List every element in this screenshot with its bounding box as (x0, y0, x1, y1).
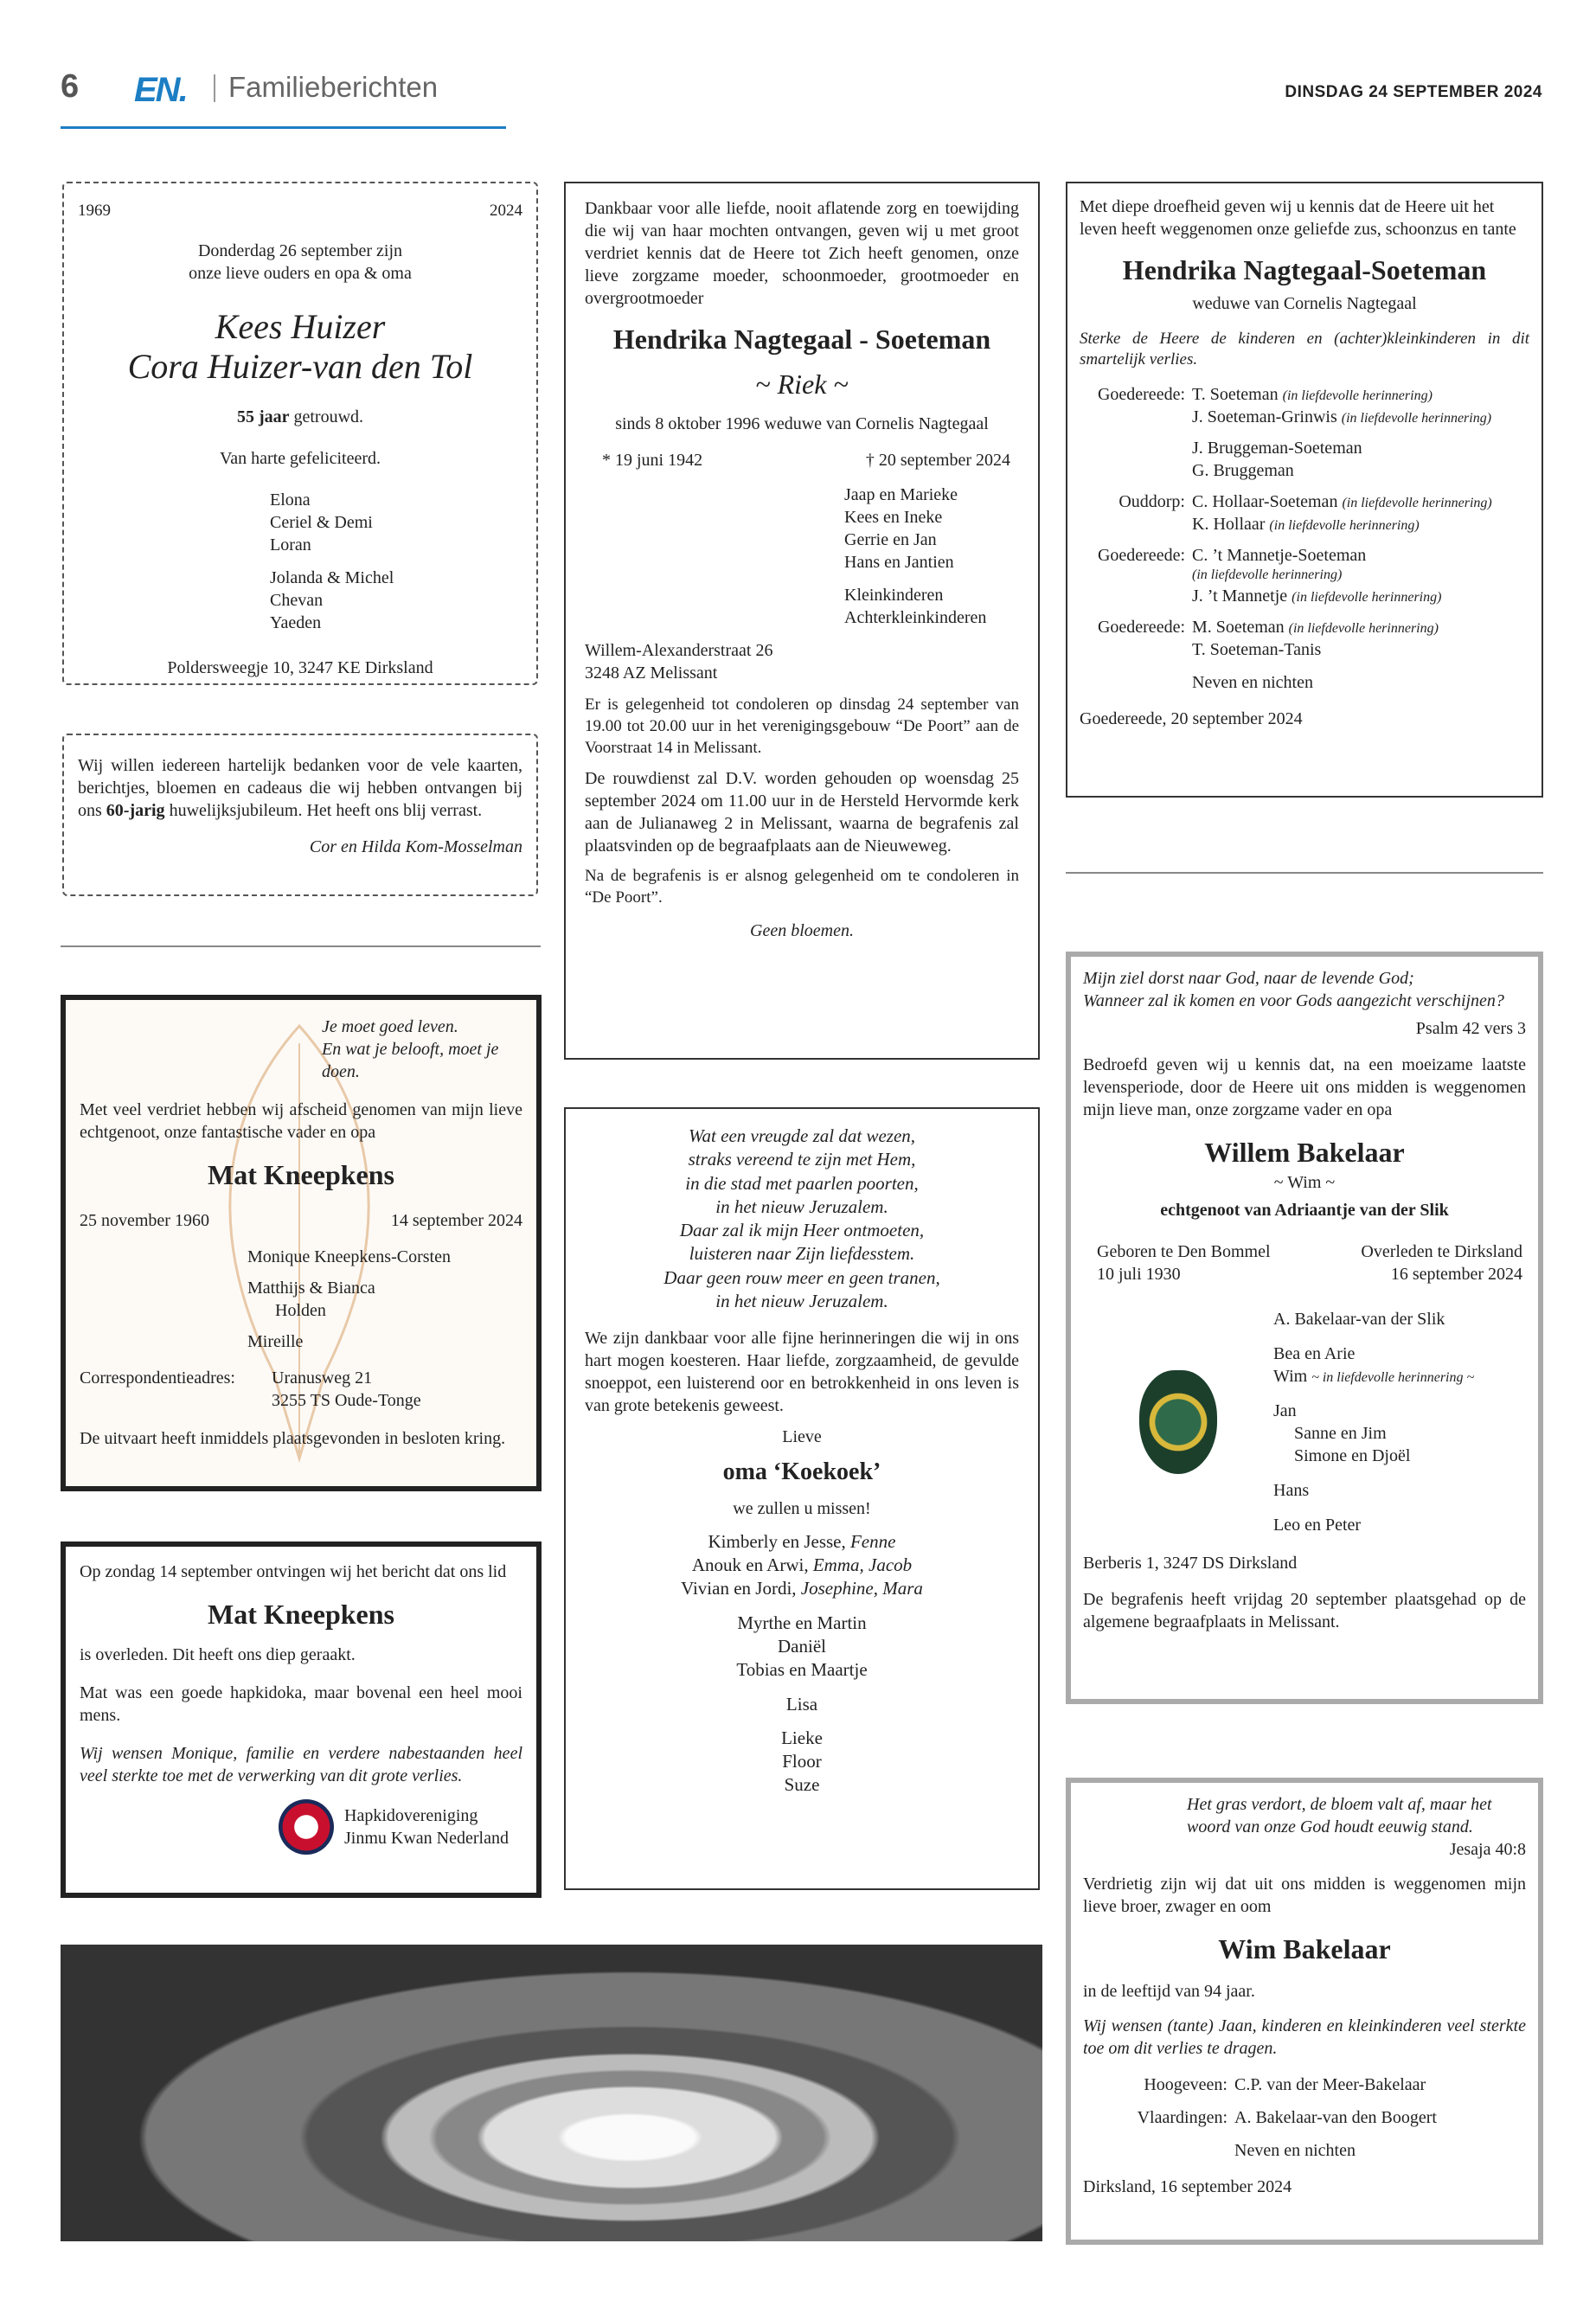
deceased-name: oma ‘Koekoek’ (722, 1458, 881, 1486)
hapkido-logo-icon (279, 1799, 334, 1855)
jubilee-years: 60-jarig (106, 801, 165, 820)
address: Berberis 1, 3247 DS Dirksland (1083, 1553, 1298, 1573)
correspondence-label: Correspondentieadres: (80, 1368, 235, 1388)
quote-line: woord van onze God houdt eeuwig stand. (1187, 1817, 1473, 1836)
memory-note: (in liefdevolle herinnering) (1341, 410, 1492, 426)
daisy-photo (61, 1945, 1042, 2241)
poem-line: in het nieuw Jeruzalem. (715, 1195, 888, 1217)
obituary-willem-bakelaar (1066, 952, 1543, 1704)
relative-name: C. Hollaar-Soeteman (1192, 491, 1338, 511)
death-date: † 20 september 2024 (865, 451, 1010, 471)
quote-line: Mijn ziel dorst naar God, naar de levende God; (1083, 969, 1414, 988)
family-member: Holden (275, 1300, 326, 1320)
widow-of: sinds 8 oktober 1996 weduwe van Cornelis Nagtegaal (615, 414, 989, 434)
family-member: Matthijs & Bianca (247, 1278, 375, 1298)
memory-note: (in liefdevolle herinnering) (1269, 517, 1420, 533)
family-member: Yaeden (270, 612, 322, 632)
birth-place: Geboren te Den Bommel (1097, 1241, 1271, 1261)
condolence-info: Er is gelegenheid tot condoleren op dinsdag 24 september van 19.00 tot 20.00 uur in het verenigingsgebouw “De Poort” aan de Voorstraat 14 in Melissant. (585, 695, 1019, 757)
anniversary-notice (62, 182, 538, 685)
death-date: 16 september 2024 (1390, 1264, 1522, 1284)
spouse-of: echtgenoot van Adriaantje van der Slik (1160, 1200, 1449, 1220)
funeral-info: De rouwdienst zal D.V. worden gehouden op woensdag 25 september 2024 om 11.00 uur in de Hersteld Hervormde kerk aan de Julianaweg 2 in Melissant, waarna de begrafenis zal plaatsvinden op de begraafplaats aan de Nieuweweg. (585, 769, 1019, 856)
thanks-signature: Cor en Hilda Kom-Mosselman (309, 837, 522, 856)
poem-line: straks vereend te zijn met Hem, (688, 1149, 916, 1170)
address-street: Willem-Alexanderstraat 26 (585, 641, 773, 661)
place-label: Goedereede: (1097, 384, 1185, 404)
miss-text: we zullen u missen! (733, 1498, 871, 1518)
thanks-notice (62, 734, 538, 896)
obituary-intro: Op zondag 14 september ontvingen wij het bericht dat ons lid (80, 1562, 507, 1581)
place-label: Ouddorp: (1118, 491, 1185, 511)
correspondence-city: 3255 TS Oude-Tonge (272, 1390, 421, 1410)
obituary-intro: Verdrietig zijn wij dat uit ons midden is weggenomen mijn lieve broer, zwager en oom (1083, 1875, 1526, 1916)
family-member: Monique Kneepkens-Corsten (247, 1247, 451, 1266)
deceased-name: Hendrika Nagtegaal - Soeteman (612, 324, 991, 355)
relative-name: K. Hollaar (1192, 514, 1266, 534)
place-label: Goedereede: (1097, 545, 1185, 565)
family-member: Hans en Jantien (844, 553, 954, 573)
anniversary-address: Poldersweegje 10, 3247 KE Dirksland (167, 657, 433, 677)
quote-line: En wat je belooft, moet je doen. (322, 1040, 499, 1081)
family-member: Simone en Djoël (1294, 1445, 1411, 1465)
section-title: Familieberichten (228, 71, 439, 103)
family-member: Kees en Ineke (844, 508, 943, 528)
family-member: Bea en Arie (1273, 1343, 1356, 1363)
great-grandchild: Josephine, Mara (800, 1578, 923, 1599)
obituary-intro: Bedroefd geven wij u kennis dat, na een moeizame laatste levensperiode, door de Heere uit ons midden is weggenomen mijn lieve man, onze zorgzame vader en opa (1083, 1055, 1526, 1119)
thanks-text-2: huwelijksjubileum. Het heeft ons blij verrast. (169, 801, 483, 820)
header-divider (214, 74, 215, 102)
grandchild: Lieke (781, 1727, 823, 1748)
organization-name: Hapkidovereniging (344, 1805, 478, 1825)
newspaper-logo[interactable]: EN. (134, 71, 187, 109)
no-flowers: Geen bloemen. (750, 920, 854, 940)
anniversary-intro-2: onze lieve ouders en opa & oma (189, 263, 412, 283)
deceased-name: Hendrika Nagtegaal-Soeteman (1122, 254, 1487, 285)
memory-note: ~ in liefdevolle herinnering ~ (1311, 1369, 1475, 1385)
relative-name: J. Soeteman-Grinwis (1192, 407, 1337, 426)
address-city: 3248 AZ Melissant (585, 663, 718, 683)
death-place: Overleden te Dirksland (1361, 1241, 1522, 1261)
nickname: ~ Wim ~ (1273, 1172, 1336, 1192)
column-divider (1066, 872, 1543, 874)
column-divider (61, 945, 541, 947)
thanks-text: Wij willen iedereen hartelijk bedanken voor de vele kaarten, berichtjes, bloemen en cadeaus die wij hebben ontvangen bij ons (78, 756, 522, 820)
grandchild: Floor (782, 1751, 822, 1772)
birth-date: 25 november 1960 (80, 1210, 209, 1230)
relative-name: J. ’t Mannetje (1192, 586, 1288, 606)
poem-line: luisteren naar Zijn liefdesstem. (689, 1243, 915, 1265)
scripture-reference: Psalm 42 vers 3 (1415, 1019, 1526, 1038)
place-label: Goedereede: (1097, 617, 1185, 637)
nephews-nieces: Neven en nichten (1192, 672, 1313, 692)
obituary-intro: Met veel verdriet hebben wij afscheid genomen van mijn lieve echtgenoot, onze fantastische vader en opa (80, 1100, 522, 1142)
poem-line: Wat een vreugde zal dat wezen, (688, 1125, 916, 1146)
family-member: Gerrie en Jan (844, 530, 937, 550)
family-member: Mireille (247, 1331, 304, 1351)
place-label: Vlaardingen: (1137, 2107, 1227, 2127)
death-date: 14 september 2024 (390, 1210, 522, 1230)
obituary-mat-kneepkens (61, 995, 542, 1491)
memory-note: (in liefdevolle herinnering) (1288, 620, 1439, 636)
memory-note: (in liefdevolle herinnering) (1282, 388, 1433, 403)
salutation: Lieve (782, 1427, 822, 1447)
scripture-reference: Jesaja 40:8 (1449, 1840, 1526, 1859)
couple-name-2: Cora Huizer-van den Tol (127, 346, 473, 386)
family-member: Achterkleinkinderen (844, 608, 987, 628)
header-rule (61, 126, 506, 129)
family-member: Jan (1273, 1400, 1297, 1420)
memory-note: (in liefdevolle herinnering) (1292, 589, 1442, 605)
obituary-text: We zijn dankbaar voor alle fijne herinneringen die wij in ons hart mogen koesteren. Haar liefde, zorgzaamheid, de gevulde snoeppot, een luisterend oor en betrokkenheid in ons leven is van grote betekenis geweest. (585, 1329, 1019, 1416)
widow-of: weduwe van Cornelis Nagtegaal (1192, 293, 1417, 313)
memory-note: (in liefdevolle herinnering) (1192, 567, 1343, 582)
relative-name: J. Bruggeman-Soeteman (1192, 438, 1362, 458)
grandchild: Tobias en Maartje (736, 1659, 868, 1681)
poem-line: in het nieuw Jeruzalem. (715, 1291, 888, 1312)
family-member: Jaap en Marieke (844, 485, 958, 505)
strength-wish: Sterke de Heere de kinderen en (achter)kleinkinderen in dit smartelijk verlies. (1080, 329, 1529, 369)
grandchild: Myrthe en Martin (737, 1612, 867, 1633)
poem-line: Daar zal ik mijn Heer ontmoeten, (679, 1220, 925, 1241)
relative-name: T. Soeteman (1192, 384, 1279, 404)
family-member: Chevan (270, 590, 324, 610)
year-from: 1969 (78, 202, 111, 220)
deceased-name: Mat Kneepkens (208, 1159, 394, 1190)
obituary-text: is overleden. Dit heeft ons diep geraakt. (80, 1644, 356, 1664)
anniversary-intro: Donderdag 26 september zijn (197, 240, 403, 260)
correspondence-street: Uranusweg 21 (272, 1368, 373, 1388)
memory-note: (in liefdevolle herinnering) (1342, 495, 1492, 510)
quote-line: Je moet goed leven. (322, 1017, 458, 1036)
issue-date: DINSDAG 24 SEPTEMBER 2024 (1285, 83, 1542, 101)
family-member: Sanne en Jim (1294, 1423, 1387, 1443)
strength-wish: Wij wensen (tante) Jaan, kinderen en kleinkinderen veel sterkte toe om dit verlies te dragen. (1083, 2016, 1526, 2058)
obituary-wim-bakelaar (1066, 1778, 1543, 2245)
nephews-nieces: Neven en nichten (1234, 2140, 1356, 2160)
family-member: Ceriel & Demi (270, 512, 373, 532)
birth-date: 10 juli 1930 (1097, 1264, 1181, 1284)
obituary-hendrika-family (564, 182, 1040, 1060)
poem-line: in die stad met paarlen poorten, (685, 1172, 919, 1194)
family-member: A. Bakelaar-van der Slik (1273, 1309, 1445, 1329)
funeral-info: De begrafenis heeft vrijdag 20 september plaatsgehad op de algemene begraafplaats in Melissant. (1083, 1589, 1526, 1631)
funeral-info: De uitvaart heeft inmiddels plaatsgevonden in besloten kring. (80, 1428, 506, 1448)
place-date: Goedereede, 20 september 2024 (1080, 708, 1303, 728)
deceased-name: Willem Bakelaar (1204, 1137, 1405, 1168)
quote-line: Het gras verdort, de bloem valt af, maar het (1187, 1795, 1492, 1814)
family-member: Loran (270, 535, 311, 554)
grandchild: Daniël (778, 1635, 826, 1657)
family-member: Wim (1273, 1366, 1308, 1386)
family-member: Elona (270, 490, 311, 510)
nickname: ~ Riek ~ (755, 368, 849, 400)
family-member: Kleinkinderen (844, 586, 944, 606)
obituary-wish: Wij wensen Monique, familie en verdere nabestaanden heel veel sterkte toe met de verwerking van dit grote verlies. (80, 1743, 522, 1785)
obituary-oma-koekoek (564, 1107, 1040, 1890)
obituary-hapkido (61, 1541, 542, 1898)
quote-line: Wanneer zal ik komen en voor Gods aangezicht verschijnen? (1083, 991, 1504, 1010)
relative-name: C.P. van der Meer-Bakelaar (1234, 2074, 1426, 2094)
deceased-name: Mat Kneepkens (208, 1599, 394, 1630)
place-date: Dirksland, 16 september 2024 (1083, 2176, 1292, 2196)
poem-line: Daar geen rouw meer en geen tranen, (663, 1266, 940, 1288)
military-emblem-icon (1139, 1370, 1217, 1474)
great-grandchild: Emma, Jacob (812, 1554, 913, 1576)
place-label: Hoogeveen: (1144, 2074, 1227, 2094)
relative-name: A. Bakelaar-van den Boogert (1234, 2107, 1437, 2127)
page-number: 6 (61, 68, 80, 105)
condolence-info-2: Na de begrafenis is er alsnog gelegenheid om te condoleren in “De Poort”. (585, 867, 1019, 907)
deceased-name: Wim Bakelaar (1218, 1933, 1391, 1965)
relative-name: T. Soeteman-Tanis (1192, 639, 1322, 659)
obituary-text: Mat was een goede hapkidoka, maar bovenal een heel mooi mens. (80, 1682, 522, 1725)
great-grandchild: Fenne (849, 1530, 896, 1552)
organization-name-2: Jinmu Kwan Nederland (344, 1828, 509, 1848)
grandchild: Kimberly en Jesse, (708, 1530, 846, 1552)
grandchild: Suze (784, 1774, 820, 1796)
married-text: getrouwd. (293, 407, 364, 426)
relative-name: G. Bruggeman (1192, 460, 1294, 480)
family-member: Leo en Peter (1273, 1515, 1362, 1535)
congrats-text: Van harte gefeliciteerd. (219, 448, 381, 468)
age-text: in de leeftijd van 94 jaar. (1083, 1981, 1255, 2001)
couple-name-1: Kees Huizer (215, 306, 386, 346)
grandchild: Anouk en Arwi, (691, 1554, 809, 1576)
years-married: 55 jaar (236, 407, 290, 426)
grandchild: Lisa (785, 1693, 818, 1715)
relative-name: C. ’t Mannetje-Soeteman (1192, 545, 1367, 565)
family-member: Hans (1273, 1480, 1310, 1500)
family-member: Jolanda & Michel (270, 567, 394, 587)
year-to: 2024 (490, 202, 522, 220)
relative-name: M. Soeteman (1192, 617, 1285, 637)
birth-date: * 19 juni 1942 (602, 451, 703, 471)
grandchild: Vivian en Jordi, (681, 1578, 797, 1599)
obituary-hendrika-siblings (1066, 182, 1543, 798)
obituary-intro: Met diepe droefheid geven wij u kennis dat de Heere uit het leven heeft weggenomen onze geliefde zus, schoonzus en tante (1080, 197, 1516, 239)
obituary-intro: Dankbaar voor alle liefde, nooit aflatende zorg en toewijding die wij van haar mochten ontvangen, geven wij u met groot verdriet kennis dat de Heere tot Zich heeft genomen, onze lieve zorgzame moeder, schoonmoeder, grootmoeder en overgrootmoeder (585, 199, 1019, 308)
